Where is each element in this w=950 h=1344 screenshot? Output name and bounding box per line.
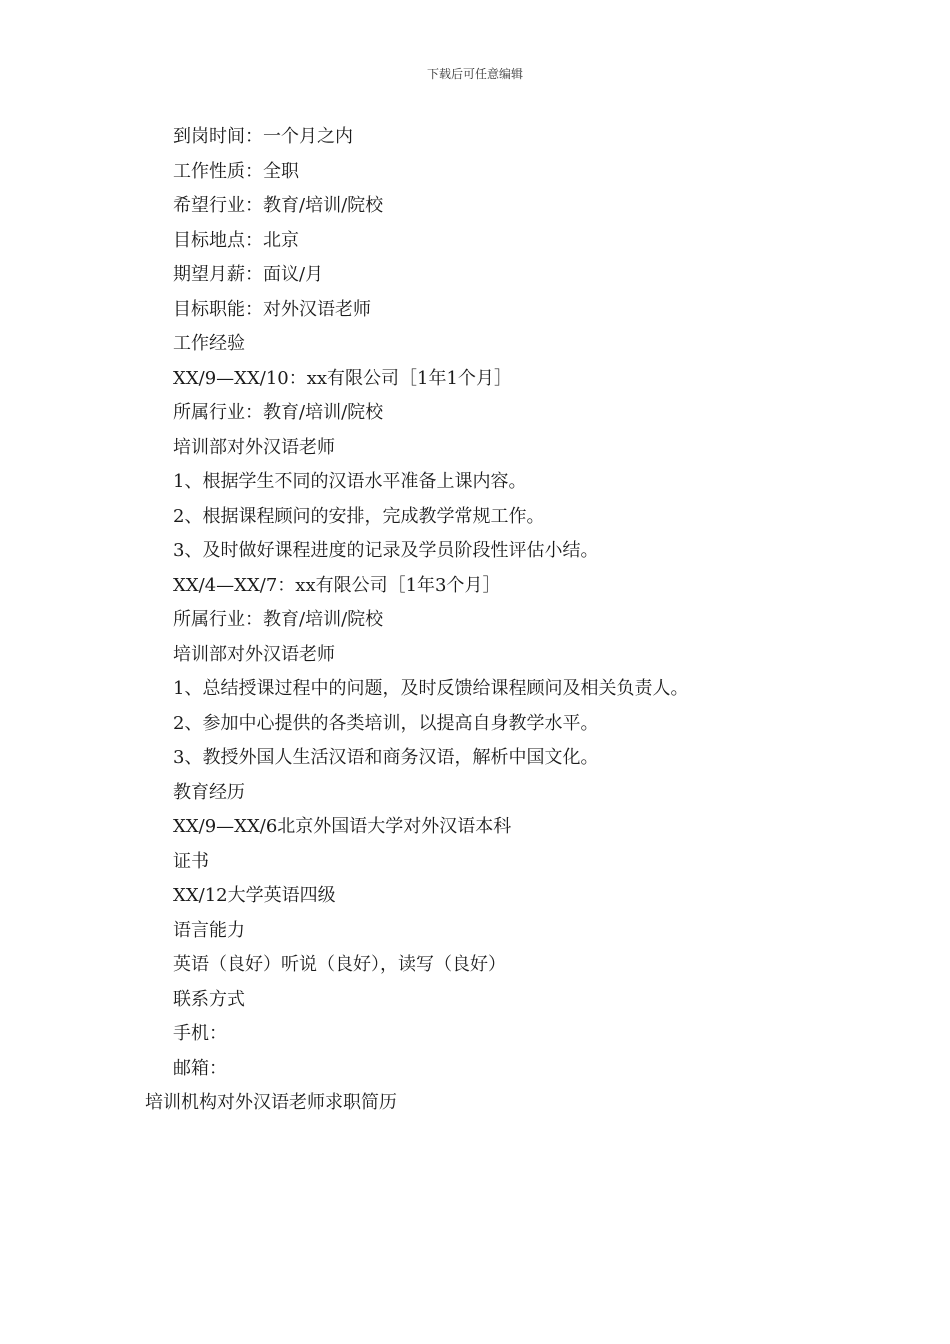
job-1-duty-3: 3、及时做好课程进度的记录及学员阶段性评估小结。	[173, 540, 599, 561]
document-title: 培训机构对外汉语老师求职简历	[145, 1092, 397, 1113]
certificate-entry: XX/12大学英语四级	[173, 885, 336, 906]
section-heading-language: 语言能力	[173, 919, 245, 941]
section-heading-certificates: 证书	[173, 850, 209, 872]
job-2-duty-1: 1、总结授课过程中的问题，及时反馈给课程顾问及相关负责人。	[173, 678, 689, 699]
job-2-title: 培训部对外汉语老师	[173, 643, 335, 665]
field-target-location: 目标地点：北京	[173, 229, 299, 251]
contact-phone: 手机：	[173, 1023, 227, 1044]
field-expected-salary: 期望月薪：面议/月	[173, 264, 324, 285]
job-1-duty-2: 2、根据课程顾问的安排，完成教学常规工作。	[173, 505, 545, 527]
section-heading-contact: 联系方式	[173, 988, 245, 1010]
field-job-type: 工作性质：全职	[173, 160, 299, 182]
job-2-duty-2: 2、参加中心提供的各类培训，以提高自身教学水平。	[173, 712, 599, 734]
section-heading-education: 教育经历	[173, 781, 245, 803]
contact-email: 邮箱：	[173, 1057, 227, 1079]
education-entry: XX/9—XX/6北京外国语大学对外汉语本科	[173, 816, 512, 837]
job-2-duty-3: 3、教授外国人生活汉语和商务汉语，解析中国文化。	[173, 747, 599, 768]
field-arrival-time: 到岗时间：一个月之内	[173, 126, 353, 147]
job-1-duty-1: 1、根据学生不同的汉语水平准备上课内容。	[173, 471, 527, 492]
field-desired-industry: 希望行业：教育/培训/院校	[173, 195, 384, 216]
job-2-period-company: XX/4—XX/7：xx有限公司［1年3个月］	[173, 574, 501, 596]
page-header: 下载后可任意编辑	[426, 67, 523, 81]
job-1-title: 培训部对外汉语老师	[173, 436, 335, 458]
document-body	[173, 120, 893, 1086]
language-entry: 英语（良好）听说（良好），读写（良好）	[173, 954, 506, 975]
job-1-industry: 所属行业：教育/培训/院校	[173, 402, 384, 423]
job-2-industry: 所属行业：教育/培训/院校	[173, 609, 384, 630]
section-heading-work-experience: 工作经验	[173, 333, 245, 354]
job-1-period-company: XX/9—XX/10：xx有限公司［1年1个月］	[173, 367, 512, 389]
field-target-role: 目标职能：对外汉语老师	[173, 298, 371, 320]
